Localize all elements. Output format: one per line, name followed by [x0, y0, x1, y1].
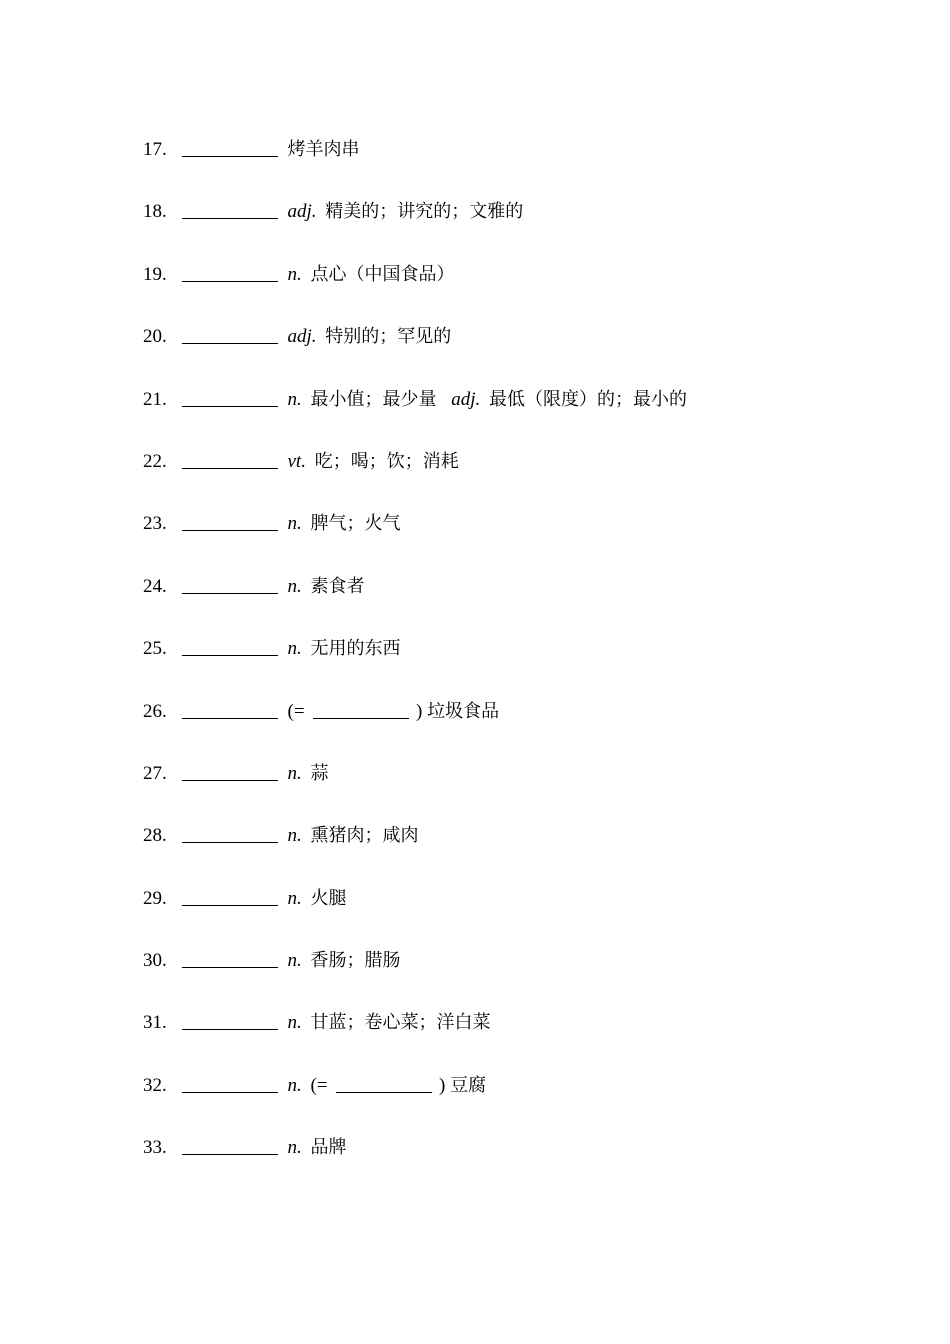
answer-blank[interactable]: [182, 698, 278, 719]
part-of-speech: adj.: [287, 326, 317, 348]
part-of-speech: n.: [287, 1012, 302, 1034]
list-item-19: [143, 259, 863, 321]
list-item-21: [143, 384, 863, 446]
part-of-speech: adj.: [287, 201, 317, 223]
item-number: 30.: [143, 950, 167, 972]
answer-blank[interactable]: [182, 760, 278, 781]
list-item-25: [143, 633, 863, 695]
item-definition: 火腿: [310, 887, 347, 909]
list-item-30: [143, 945, 863, 1007]
item-definition: 蒜: [310, 762, 329, 784]
answer-blank[interactable]: [182, 510, 278, 531]
answer-blank[interactable]: [182, 885, 278, 906]
item-number: 31.: [143, 1012, 167, 1034]
part-of-speech: n.: [287, 263, 302, 285]
item-definition: 吃；喝；饮；消耗: [314, 450, 459, 472]
close-paren: ): [416, 700, 423, 722]
item-definition: 无用的东西: [310, 638, 401, 660]
item-definition: 点心（中国食品）: [310, 263, 455, 285]
item-number: 25.: [143, 638, 167, 660]
item-number: 23.: [143, 513, 167, 535]
item-number: 29.: [143, 887, 167, 909]
item-definition: 脾气；火气: [310, 513, 401, 535]
answer-blank-alternate[interactable]: [313, 698, 409, 719]
item-definition: 品牌: [310, 1137, 347, 1159]
item-definition: 精美的；讲究的；文雅的: [325, 201, 524, 223]
part-of-speech: n.: [287, 950, 302, 972]
item-definition: 熏猪肉；咸肉: [310, 825, 419, 847]
item-number: 21.: [143, 388, 167, 410]
answer-blank[interactable]: [182, 635, 278, 656]
item-number: 33.: [143, 1137, 167, 1159]
answer-blank[interactable]: [182, 1134, 278, 1155]
item-number: 32.: [143, 1074, 167, 1096]
part-of-speech: vt.: [287, 450, 306, 472]
item-number: 20.: [143, 326, 167, 348]
answer-blank[interactable]: [182, 323, 278, 344]
part-of-speech: n.: [287, 1137, 302, 1159]
part-of-speech: n.: [287, 388, 302, 410]
answer-blank[interactable]: [182, 1072, 278, 1093]
answer-blank[interactable]: [182, 822, 278, 843]
equals-open-paren: (=: [287, 700, 305, 722]
part-of-speech: n.: [287, 513, 302, 535]
equals-open-paren: (=: [310, 1074, 328, 1096]
part-of-speech: n.: [287, 638, 302, 660]
answer-blank[interactable]: [182, 947, 278, 968]
list-item-29: [143, 883, 863, 945]
part-of-speech: n.: [287, 1074, 302, 1096]
list-item-27: [143, 758, 863, 820]
item-number: 17.: [143, 139, 167, 160]
item-number: 22.: [143, 450, 167, 472]
vocabulary-list: [143, 134, 863, 1195]
answer-blank[interactable]: [182, 261, 278, 282]
item-number: 24.: [143, 575, 167, 597]
answer-blank-alternate[interactable]: [336, 1072, 432, 1093]
item-definition: 特别的；罕见的: [325, 326, 452, 348]
part-of-speech: n.: [287, 887, 302, 909]
close-paren: ): [439, 1074, 446, 1096]
item-number: 27.: [143, 762, 167, 784]
list-item-20: [143, 321, 863, 383]
item-definition: 甘蓝；卷心菜；洋白菜: [310, 1012, 491, 1034]
answer-blank[interactable]: [182, 1009, 278, 1030]
list-item-17: [143, 134, 863, 196]
part-of-speech: n.: [287, 575, 302, 597]
answer-blank[interactable]: [182, 448, 278, 469]
item-definition: 香肠；腊肠: [310, 950, 401, 972]
list-item-23: [143, 508, 863, 570]
part-of-speech: n.: [287, 825, 302, 847]
item-number: 18.: [143, 201, 167, 223]
part-of-speech: n.: [287, 762, 302, 784]
answer-blank[interactable]: [182, 386, 278, 407]
list-item-32: [143, 1070, 863, 1132]
item-number: 26.: [143, 700, 167, 722]
answer-blank[interactable]: [182, 573, 278, 594]
list-item-24: [143, 571, 863, 633]
list-item-33: [143, 1132, 863, 1194]
item-definition: 豆腐: [450, 1074, 487, 1096]
list-item-18: [143, 196, 863, 258]
list-item-31: [143, 1007, 863, 1069]
list-item-26: [143, 696, 863, 758]
item-definition: 最小值；最少量: [310, 388, 437, 410]
item-definition: 垃圾食品: [427, 700, 500, 722]
item-definition: 素食者: [310, 575, 365, 597]
part-of-speech-secondary: adj.: [451, 388, 481, 410]
item-definition-secondary: 最低（限度）的；最小的: [489, 388, 688, 410]
item-definition: 烤羊肉串: [287, 139, 360, 160]
list-item-28: [143, 820, 863, 882]
answer-blank[interactable]: [182, 136, 278, 157]
list-item-22: [143, 446, 863, 508]
answer-blank[interactable]: [182, 198, 278, 219]
item-number: 28.: [143, 825, 167, 847]
item-number: 19.: [143, 263, 167, 285]
